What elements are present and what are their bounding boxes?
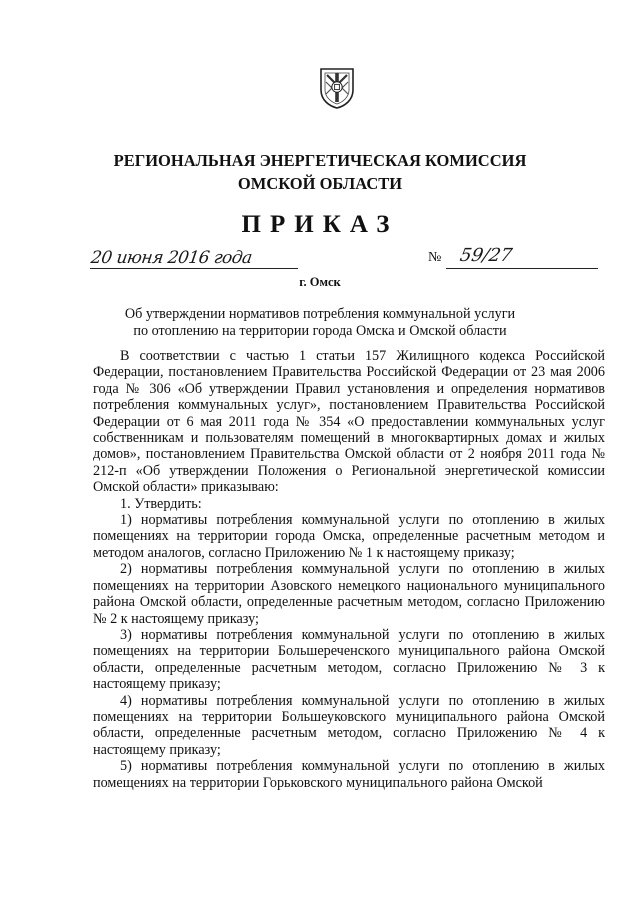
document-type-title: ПРИКАЗ <box>241 211 399 238</box>
item-1-paragraph: 1. Утвердить: <box>120 495 202 512</box>
handwritten-order-number: 59/27 <box>458 245 514 266</box>
number-underline <box>446 268 598 269</box>
subitem-3-paragraph: 3) нормативы потребления коммунальной услуги по отоплению в жилых помещениях на территории Большереченского муниципального района Омской области, определенные расчетным методом, согласно Приложению № 3 к настоящему приказу; <box>93 626 605 693</box>
number-label: № <box>428 250 442 265</box>
subitem-5-paragraph: 5) нормативы потребления коммунальной услуги по отоплению в жилых помещениях на территории Горьковского муниципального района Омской <box>93 758 605 791</box>
subitem-4-paragraph: 4) нормативы потребления коммунальной услуги по отоплению в жилых помещениях на территории Большеуковского муниципального района Омской области, определенные расчетным методом, согласно Приложению № 4 к настоящему приказу; <box>93 692 605 758</box>
coat-of-arms-icon <box>318 66 356 110</box>
organization-name-line-1: РЕГИОНАЛЬНАЯ ЭНЕРГЕТИЧЕСКАЯ КОМИССИЯ <box>113 151 527 170</box>
preamble-paragraph: В соответствии с частью 1 статьи 157 Жилищного кодекса Российской Федерации, постановлением Правительства Российской Федерации от 23 мая 2006 года № 306 «Об утверждении Правил установления и определения нормативов потребления коммунальных услуг», постановлением Правительства Российской Федерации от 6 мая 2011 года № 354 «О предоставлении коммунальных услуг собственникам и пользователям помещений в многоквартирных домах и жилых домов», постановлением Правительства Омской области от 2 ноября 2011 года № 212-п «Об утверждении Положения о Региональной энергетической комиссии Омской области» приказываю: <box>93 348 605 496</box>
order-subject <box>60 306 580 340</box>
order-body <box>93 348 605 791</box>
subject-line-1: Об утверждении нормативов потребления коммунальной услуги <box>124 306 516 322</box>
city-label: г. Омск <box>299 275 341 289</box>
subitem-1-paragraph: 1) нормативы потребления коммунальной услуги по отоплению в жилых помещениях на территории города Омска, определенные расчетным методом и методом аналогов, согласно Приложению № 1 к настоящему приказу; <box>93 512 605 561</box>
organization-name-line-2: ОМСКОЙ ОБЛАСТИ <box>237 174 403 193</box>
handwritten-date: 20 июня 2016 года <box>89 248 254 268</box>
subject-line-2: по отоплению на территории города Омска и Омской области <box>133 323 507 339</box>
subitem-2-paragraph: 2) нормативы потребления коммунальной услуги по отоплению в жилых помещениях на территории Азовского немецкого национального муниципального района Омской области, определенные расчетным методом, согласно Приложению № 2 к настоящему приказу; <box>93 561 605 627</box>
date-underline <box>90 268 298 269</box>
